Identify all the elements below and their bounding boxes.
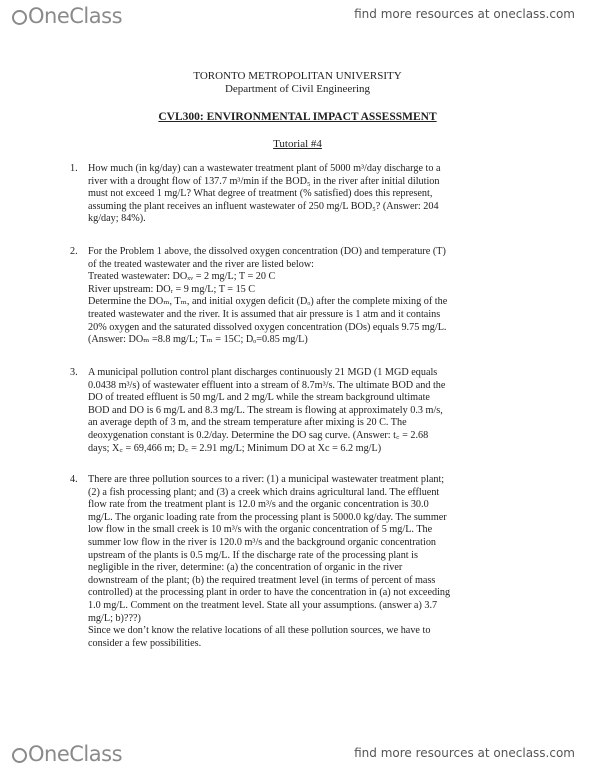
question-2 [70,246,508,347]
oneclass-logo[interactable] [12,742,122,766]
question-line: days; X꜀ = 69,466 m; D꜀ = 2.91 mg/L; Minimum DO at Xc = 6.2 mg/L) [88,442,382,454]
logo-text: OneClass [28,4,123,28]
question-line: BOD and DO is 6 mg/L and 8.3 mg/L. The stream is flowing at approximately 0.3 m/s, [88,404,443,416]
question-line: controlled) at the processing plant in order to have the concentration in (a) not exceeding [88,587,451,599]
course-title: CVL300: ENVIRONMENTAL IMPACT ASSESSMENT [158,111,437,123]
question-1 [70,163,508,226]
question-line: How much (in kg/day) can a wastewater treatment plant of 5000 m³/day discharge to a [88,163,441,174]
question-3 [70,367,508,455]
question-line: 1.0 mg/L. Comment on the treatment level. State all your assumptions. (answer a) 3.7 [88,599,438,611]
question-line: consider a few possibilities. [88,637,202,649]
question-line: assuming the plant receives an influent wastewater of 250 mg/L BOD₅? (Answer: 204 [88,200,439,212]
question-number: 3. [70,367,78,378]
question-line: kg/day; 84%). [88,213,146,225]
question-line: (2) a fish processing plant; and (3) a creek which drains agricultural land. The effluent [88,486,440,498]
question-line: downstream of the plant; (b) the required treatment level (in terms of percent of mass [88,574,436,586]
question-line: treated wastewater and the river. It is assumed that air pressure is 1 atm and it contains [88,308,441,320]
university-name: TORONTO METROPOLITAN UNIVERSITY [193,70,402,82]
question-line: 0.0438 m³/s) of wastewater effluent into a stream of 8.7m³/s. The ultimate BOD and the [88,379,446,391]
logo-ring-icon [12,10,27,25]
find-more-resources-link[interactable]: find more resources at oneclass.com [354,746,575,760]
question-number: 1. [70,163,78,174]
logo-ring-icon [12,748,27,763]
question-line: 20% oxygen and the saturated dissolved oxygen concentration (DOs) equals 9.75 mg/L. [88,321,447,333]
bottom-banner [0,736,595,770]
question-number: 2. [70,246,78,257]
question-line: Treated wastewater: DOₓᵥ = 2 mg/L; T = 20 C [88,271,276,283]
question-line: must not exceed 1 mg/L? What degree of treatment (% satisfied) does this represent, [88,188,433,200]
question-line: mg/L. The organic loading rate from the processing plant is 5000.0 kg/day. The summer [88,511,447,523]
question-line: negligible in the river, determine: (a) the concentration of organic in the river [88,562,403,574]
logo-text: OneClass [28,742,123,766]
question-line: summer low flow in the river is 120.0 m³/s and the background organic concentration [88,536,437,548]
question-line: upstream of the plants is 0.5 mg/L. If the discharge rate of the processing plant is [88,549,418,561]
question-line: Since we don’t know the relative locations of all these pollution sources, we have to [88,625,431,637]
question-line: There are three pollution sources to a river: (1) a municipal wastewater treatment plant; [88,474,445,485]
question-line: an average depth of 3 m, and the stream temperature after mixing is 20 C. The [88,417,407,429]
find-more-resources-link[interactable]: find more resources at oneclass.com [354,7,575,21]
question-line: flow rate from the treatment plant is 12.0 m³/s and the organic concentration is 30.0 [88,499,429,511]
question-line: River upstream: DOᵣ = 9 mg/L; T = 15 C [88,283,256,295]
oneclass-logo[interactable] [12,4,122,28]
question-line: Determine the DOₘ, Tₘ, and initial oxygen deficit (Dₒ) after the complete mixing of the [88,296,448,308]
tutorial-heading: Tutorial #4 [273,138,322,150]
question-line: A municipal pollution control plant discharges continuously 21 MGD (1 MGD equals [88,367,438,378]
department-name: Department of Civil Engineering [224,83,371,95]
question-line: mg/L; b)???) [88,612,141,624]
question-line: For the Problem 1 above, the dissolved oxygen concentration (DO) and temperature (T) [88,246,446,257]
question-line: deoxygenation constant is 0.2/day. Determine the DO sag curve. (Answer: t꜀ = 2.68 [88,429,429,441]
top-banner [0,0,595,32]
question-line: low flow in the small creek is 10 m³/s with the organic concentration of 5 mg/L. The [88,524,433,536]
question-line: river with a drought flow of 137.7 m³/min if the BOD₅ in the river after initial dilution [88,175,440,187]
question-number: 4. [70,474,78,485]
question-line: DO of treated effluent is 50 mg/L and 2 mg/L while the stream background ultimate [88,392,430,404]
question-line: (Answer: DOₘ =8.8 mg/L; Tₘ = 15C; Dₒ=0.85 mg/L) [88,334,308,346]
question-4 [70,474,508,650]
question-line: of the treated wastewater and the river are listed below: [88,258,315,270]
